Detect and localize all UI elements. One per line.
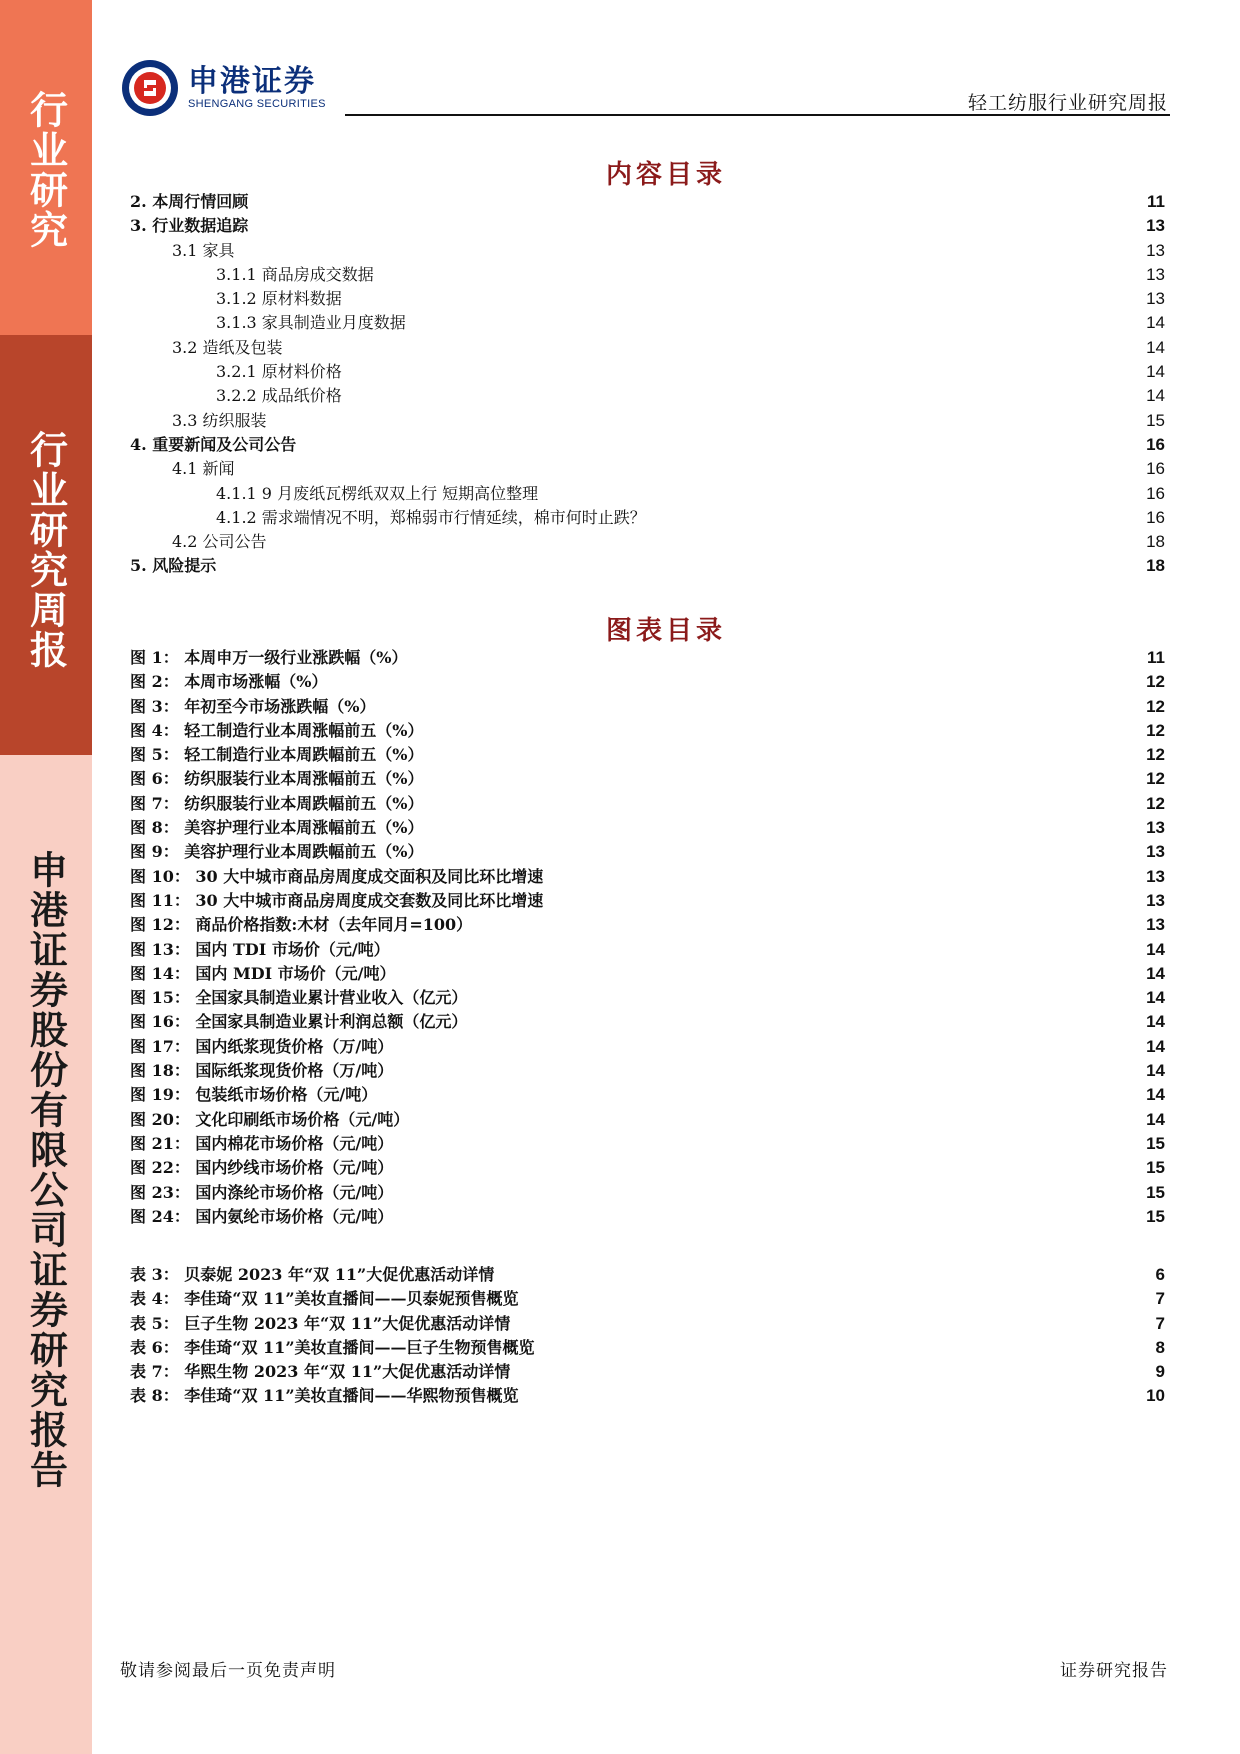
figure-entry[interactable] xyxy=(130,670,1165,694)
figure-entry[interactable] xyxy=(130,840,1165,864)
figure-entry[interactable] xyxy=(130,646,1165,670)
figure-entry[interactable] xyxy=(130,1108,1165,1132)
report-type-title: 轻工纺服行业研究周报 xyxy=(967,92,1168,114)
figure-entry-label: 图 12： 商品价格指数:木材（去年同月=100） xyxy=(130,915,473,935)
figure-entry-page-number: 14 xyxy=(1146,1061,1165,1081)
toc-entry-label: 4.1 新闻 xyxy=(172,459,235,479)
table-entry[interactable] xyxy=(130,1384,1165,1408)
toc-entry-label: 3.2 造纸及包装 xyxy=(172,337,283,357)
toc-entry-page-number: 13 xyxy=(1146,289,1165,309)
figure-entry-page-number: 14 xyxy=(1146,1109,1165,1129)
toc-entry-label: 3.1.1 商品房成交数据 xyxy=(216,264,374,284)
figure-entry-label: 图 24： 国内氨纶市场价格（元/吨） xyxy=(130,1206,394,1226)
table-entry-page-number: 7 xyxy=(1155,1289,1165,1309)
toc-entry-label: 2. 本周行情回顾 xyxy=(130,192,249,211)
table-entry-label: 表 6： 李佳琦“双 11”美妆直播间——巨子生物预售概览 xyxy=(130,1337,535,1357)
header-divider xyxy=(345,114,1170,116)
figure-entry-label: 图 2： 本周市场涨幅（%） xyxy=(130,672,328,692)
toc-entry-page-number: 11 xyxy=(1147,192,1165,211)
figure-entry-label: 图 16： 全国家具制造业累计利润总额（亿元） xyxy=(130,1012,468,1032)
toc-entry-label: 3.2.2 成品纸价格 xyxy=(216,386,342,406)
figure-entry-label: 图 7： 纺织服装行业本周跌幅前五（%） xyxy=(130,793,424,813)
table-entry-page-number: 9 xyxy=(1155,1362,1165,1382)
figure-entry-page-number: 12 xyxy=(1146,769,1165,789)
table-entry-label: 表 4： 李佳琦“双 11”美妆直播间——贝泰妮预售概览 xyxy=(130,1289,519,1309)
logo-chinese-name: 申港证券 xyxy=(188,64,316,99)
table-entry-page-number: 10 xyxy=(1146,1386,1165,1406)
toc-entry[interactable] xyxy=(130,360,1165,384)
figure-entry-label: 图 11： 30 大中城市商品房周度成交套数及同比环比增速 xyxy=(130,890,544,910)
table-entry-label: 表 7： 华熙生物 2023 年“双 11”大促优惠活动详情 xyxy=(130,1362,511,1382)
figure-entry-page-number: 12 xyxy=(1146,720,1165,740)
figure-entry-page-number: 13 xyxy=(1146,866,1165,886)
figure-entry[interactable] xyxy=(130,986,1165,1010)
toc-entry-label: 3.1 家具 xyxy=(172,240,235,260)
toc-entry[interactable] xyxy=(130,214,1165,238)
figures-title: 图表目录 xyxy=(605,616,726,646)
figure-entry-page-number: 14 xyxy=(1146,988,1165,1008)
toc-entry-page-number: 13 xyxy=(1146,264,1165,284)
toc-list xyxy=(130,190,1165,579)
toc-entry-page-number: 14 xyxy=(1146,313,1165,333)
figure-entry-label: 图 21： 国内棉花市场价格（元/吨） xyxy=(130,1133,394,1153)
sidebar-block-company xyxy=(0,755,92,1754)
table-entry[interactable] xyxy=(130,1312,1165,1336)
toc-entry[interactable] xyxy=(130,409,1165,433)
footer-report-label: 证券研究报告 xyxy=(1060,1661,1168,1681)
toc-entry-page-number: 13 xyxy=(1146,240,1165,260)
toc-entry-label: 3.3 纺织服装 xyxy=(172,410,267,430)
figure-entry-page-number: 14 xyxy=(1146,1012,1165,1032)
toc-entry-page-number: 13 xyxy=(1146,216,1165,236)
toc-entry-label: 4.2 公司公告 xyxy=(172,532,267,552)
toc-entry-page-number: 16 xyxy=(1146,434,1165,454)
figure-entry-label: 图 14： 国内 MDI 市场价（元/吨） xyxy=(130,963,396,983)
toc-entry[interactable] xyxy=(130,239,1165,263)
figure-entry-label: 图 19： 包装纸市场价格（元/吨） xyxy=(130,1085,378,1105)
figure-entry[interactable] xyxy=(130,767,1165,791)
table-entry[interactable] xyxy=(130,1336,1165,1360)
figure-entry-page-number: 12 xyxy=(1146,696,1165,716)
figure-entry-label: 图 5： 轻工制造行业本周跌幅前五（%） xyxy=(130,745,424,765)
figure-entry-page-number: 15 xyxy=(1146,1133,1165,1153)
figure-entry[interactable] xyxy=(130,1059,1165,1083)
figure-entry[interactable] xyxy=(130,816,1165,840)
toc-entry-page-number: 16 xyxy=(1146,459,1165,479)
figure-entry-label: 图 23： 国内涤纶市场价格（元/吨） xyxy=(130,1182,394,1202)
company-logo xyxy=(120,58,326,118)
figure-entry[interactable] xyxy=(130,889,1165,913)
table-entry[interactable] xyxy=(130,1360,1165,1384)
toc-entry-label: 4.1.2 需求端情况不明，郑棉弱市行情延续，棉市何时止跌？ xyxy=(216,507,646,527)
toc-title: 内容目录 xyxy=(605,160,726,190)
figure-entry-page-number: 14 xyxy=(1146,1085,1165,1105)
figure-entry[interactable] xyxy=(130,913,1165,937)
toc-entry[interactable] xyxy=(130,530,1165,554)
toc-entry[interactable] xyxy=(130,433,1165,457)
figure-entry[interactable] xyxy=(130,1132,1165,1156)
figure-entry[interactable] xyxy=(130,865,1165,889)
toc-entry[interactable] xyxy=(130,336,1165,360)
figures-list xyxy=(130,646,1165,1229)
figure-entry-label: 图 4： 轻工制造行业本周涨幅前五（%） xyxy=(130,720,424,740)
toc-entry-page-number: 14 xyxy=(1146,362,1165,382)
figure-entry-label: 图 3： 年初至今市场涨跌幅（%） xyxy=(130,696,376,716)
toc-entry-label: 3.2.1 原材料价格 xyxy=(216,362,342,382)
figure-entry-label: 图 22： 国内纱线市场价格（元/吨） xyxy=(130,1158,394,1178)
toc-entry-page-number: 14 xyxy=(1146,386,1165,406)
figure-entry-page-number: 14 xyxy=(1146,1036,1165,1056)
figure-entry[interactable] xyxy=(130,1156,1165,1180)
figure-entry-label: 图 20： 文化印刷纸市场价格（元/吨） xyxy=(130,1109,410,1129)
figure-entry-label: 图 18： 国际纸浆现货价格（万/吨） xyxy=(130,1061,394,1081)
toc-entry-label: 3.1.2 原材料数据 xyxy=(216,289,342,309)
sidebar-block-report-type xyxy=(0,335,92,755)
table-entry-page-number: 8 xyxy=(1155,1337,1165,1357)
figure-entry-page-number: 14 xyxy=(1146,963,1165,983)
figure-entry-label: 图 8： 美容护理行业本周涨幅前五（%） xyxy=(130,818,424,838)
table-entry[interactable] xyxy=(130,1263,1165,1287)
toc-entry-label: 4.1.1 9 月废纸瓦楞纸双双上行 短期高位整理 xyxy=(216,483,539,503)
figure-entry-page-number: 12 xyxy=(1146,672,1165,692)
figure-entry[interactable] xyxy=(130,1205,1165,1229)
tables-list xyxy=(130,1263,1165,1409)
figure-entry[interactable] xyxy=(130,1181,1165,1205)
figure-entry[interactable] xyxy=(130,695,1165,719)
toc-entry[interactable] xyxy=(130,190,1165,214)
logo-mark-icon xyxy=(120,58,180,118)
figure-entry-page-number: 13 xyxy=(1146,818,1165,838)
sidebar-company-text: 申港证券股份有限公司证券研究报告 xyxy=(23,850,69,1490)
table-entry-label: 表 8： 李佳琦“双 11”美妆直播间——华熙物预售概览 xyxy=(130,1386,519,1406)
toc-entry[interactable] xyxy=(130,287,1165,311)
toc-entry-page-number: 14 xyxy=(1146,337,1165,357)
figure-entry-label: 图 10： 30 大中城市商品房周度成交面积及同比环比增速 xyxy=(130,866,544,886)
figure-entry-page-number: 13 xyxy=(1146,890,1165,910)
toc-entry-label: 4. 重要新闻及公司公告 xyxy=(130,434,297,454)
sidebar-category-text: 行业研究 xyxy=(23,90,69,250)
toc-entry-page-number: 15 xyxy=(1146,410,1165,430)
figure-entry[interactable] xyxy=(130,1083,1165,1107)
figure-entry[interactable] xyxy=(130,743,1165,767)
figure-entry-page-number: 14 xyxy=(1146,939,1165,959)
figure-entry-page-number: 11 xyxy=(1147,648,1165,667)
figure-entry[interactable] xyxy=(130,1035,1165,1059)
table-entry-page-number: 7 xyxy=(1155,1313,1165,1333)
toc-entry-label: 3. 行业数据追踪 xyxy=(130,216,249,236)
figure-entry[interactable] xyxy=(130,792,1165,816)
figure-entry-label: 图 6： 纺织服装行业本周涨幅前五（%） xyxy=(130,769,424,789)
figure-entry-page-number: 13 xyxy=(1146,915,1165,935)
figure-entry-label: 图 15： 全国家具制造业累计营业收入（亿元） xyxy=(130,988,468,1008)
toc-entry[interactable] xyxy=(130,384,1165,408)
toc-entry-page-number: 18 xyxy=(1146,556,1165,576)
figure-entry[interactable] xyxy=(130,938,1165,962)
figure-entry-page-number: 15 xyxy=(1146,1206,1165,1226)
figure-entry[interactable] xyxy=(130,962,1165,986)
figure-entry-page-number: 12 xyxy=(1146,745,1165,765)
logo-english-name: SHENGANG SECURITIES xyxy=(188,98,326,110)
toc-entry[interactable] xyxy=(130,263,1165,287)
figure-entry[interactable] xyxy=(130,719,1165,743)
toc-entry[interactable] xyxy=(130,311,1165,335)
table-entry-label: 表 3： 贝泰妮 2023 年“双 11”大促优惠活动详情 xyxy=(130,1265,495,1284)
toc-entry-page-number: 16 xyxy=(1146,507,1165,527)
figure-entry-label: 图 1： 本周申万一级行业涨跌幅（%） xyxy=(130,648,408,667)
sidebar-report-type-text: 行业研究周报 xyxy=(23,430,69,670)
figure-entry-page-number: 13 xyxy=(1146,842,1165,862)
table-entry-label: 表 5： 巨子生物 2023 年“双 11”大促优惠活动详情 xyxy=(130,1313,511,1333)
logo-text xyxy=(188,66,326,110)
figure-entry-label: 图 9： 美容护理行业本周跌幅前五（%） xyxy=(130,842,424,862)
footer-disclaimer: 敬请参阅最后一页免责声明 xyxy=(120,1661,336,1681)
figure-entry[interactable] xyxy=(130,1010,1165,1034)
toc-entry[interactable] xyxy=(130,482,1165,506)
sidebar-block-category xyxy=(0,0,92,335)
figure-entry-page-number: 15 xyxy=(1146,1158,1165,1178)
toc-entry[interactable] xyxy=(130,554,1165,578)
toc-entry-page-number: 16 xyxy=(1146,483,1165,503)
toc-entry[interactable] xyxy=(130,506,1165,530)
toc-entry-page-number: 18 xyxy=(1146,532,1165,552)
figure-entry-page-number: 15 xyxy=(1146,1182,1165,1202)
figure-entry-label: 图 17： 国内纸浆现货价格（万/吨） xyxy=(130,1036,394,1056)
toc-entry-label: 5. 风险提示 xyxy=(130,556,217,576)
figure-entry-page-number: 12 xyxy=(1146,793,1165,813)
table-entry[interactable] xyxy=(130,1287,1165,1311)
left-sidebar xyxy=(0,0,92,1754)
toc-entry[interactable] xyxy=(130,457,1165,481)
figure-entry-label: 图 13： 国内 TDI 市场价（元/吨） xyxy=(130,939,390,959)
table-entry-page-number: 6 xyxy=(1155,1265,1165,1284)
toc-entry-label: 3.1.3 家具制造业月度数据 xyxy=(216,313,406,333)
